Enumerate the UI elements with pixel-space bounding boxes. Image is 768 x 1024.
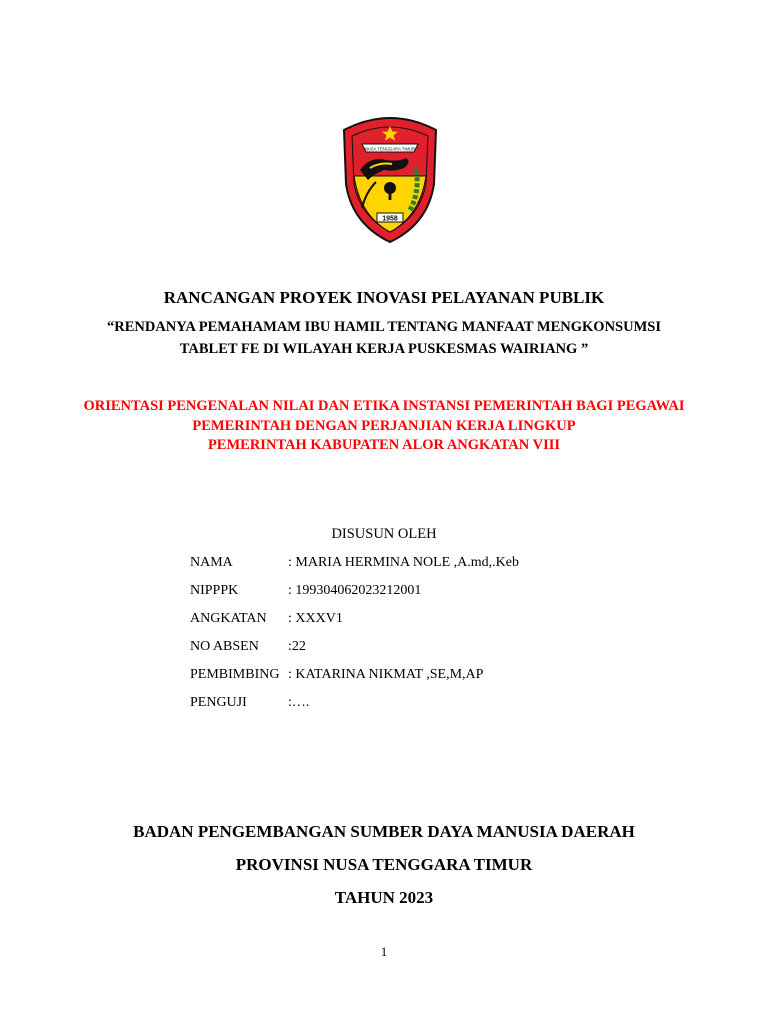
province-name: PROVINSI NUSA TENGGARA TIMUR bbox=[235, 855, 533, 874]
detail-value: : KATARINA NIKMAT ,SE,M,AP bbox=[288, 667, 484, 682]
detail-value: : MARIA HERMINA NOLE ,A.md,.Keb bbox=[288, 555, 519, 570]
coat-of-arms-logo bbox=[340, 112, 440, 246]
detail-value: : XXXV1 bbox=[288, 611, 343, 626]
disusun-oleh-heading: DISUSUN OLEH bbox=[331, 526, 437, 542]
year-line: TAHUN 2023 bbox=[334, 888, 434, 907]
detail-label: NIPPPK bbox=[190, 583, 239, 598]
detail-label: PENGUJI bbox=[190, 695, 247, 710]
detail-label: NAMA bbox=[190, 555, 233, 570]
detail-value: :22 bbox=[288, 639, 306, 654]
detail-value: : 199304062023212001 bbox=[288, 583, 422, 598]
orientation-line-3: PEMERINTAH KABUPATEN ALOR ANGKATAN VIII bbox=[207, 437, 561, 453]
detail-value: :…. bbox=[288, 695, 310, 710]
orientation-line-2: PEMERINTAH DENGAN PERJANJIAN KERJA LINGKUP bbox=[192, 418, 576, 434]
detail-label: PEMBIMBING bbox=[190, 667, 280, 682]
detail-label: NO ABSEN bbox=[190, 639, 259, 654]
year-text: 1958 bbox=[382, 215, 398, 223]
banner-text: NUSA TENGGARA TIMUR bbox=[364, 146, 416, 152]
project-subtitle-line-2: TABLET FE DI WILAYAH KERJA PUSKESMAS WAIRIANG ” bbox=[179, 341, 589, 357]
project-subtitle-line-1: “RENDANYA PEMAHAMAM IBU HAMIL TENTANG MANFAAT MENGKONSUMSI bbox=[107, 319, 661, 335]
institution-name: BADAN PENGEMBANGAN SUMBER DAYA MANUSIA DAERAH bbox=[133, 822, 635, 841]
detail-label: ANGKATAN bbox=[190, 611, 267, 626]
page-number: 1 bbox=[380, 944, 388, 959]
document-title: RANCANGAN PROYEK INOVASI PELAYANAN PUBLIK bbox=[163, 288, 605, 307]
orientation-line-1: ORIENTASI PENGENALAN NILAI DAN ETIKA INSTANSI PEMERINTAH BAGI PEGAWAI bbox=[83, 398, 685, 414]
